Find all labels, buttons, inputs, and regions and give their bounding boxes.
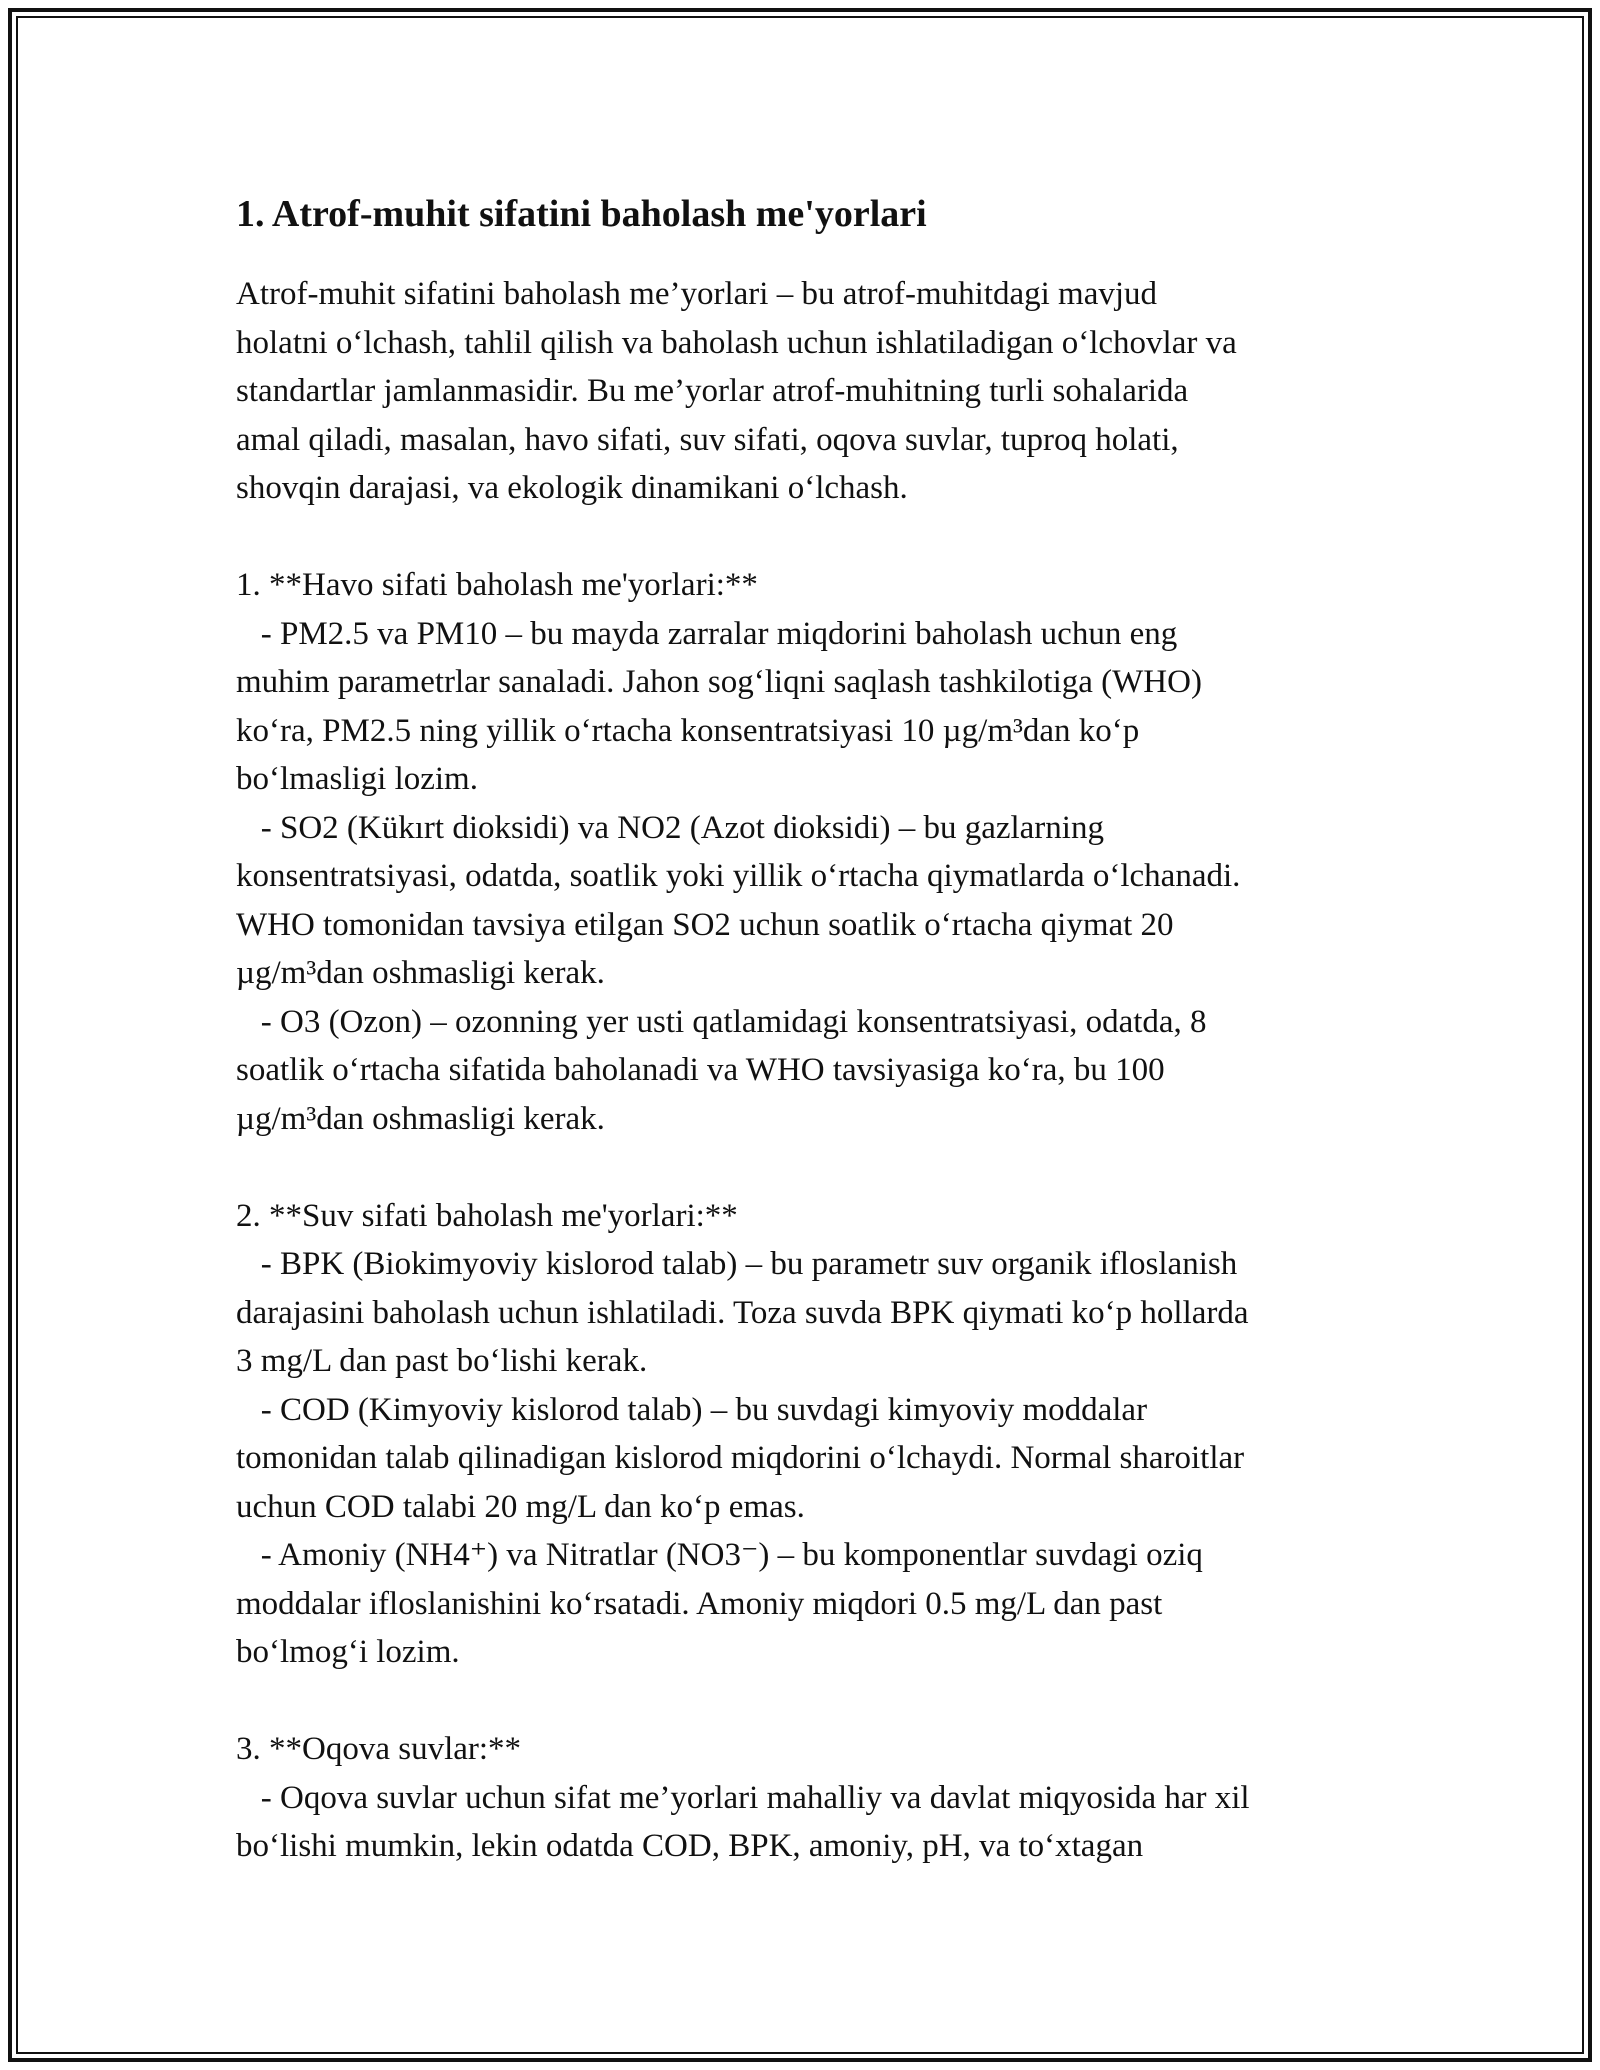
text-line: 3 mg/L dan past bo‘lishi kerak. bbox=[236, 1343, 648, 1379]
text-line: - COD (Kimyoviy kislorod talab) – bu suvdagi kimyoviy moddalar bbox=[236, 1391, 1148, 1428]
section-water-quality bbox=[236, 1192, 1376, 1677]
text-line: shovqin darajasi, va ekologik dinamikani o‘lchash. bbox=[236, 470, 908, 506]
section-wastewater bbox=[236, 1725, 1376, 1871]
text-line: - PM2.5 va PM10 – bu mayda zarralar miqdorini baholash uchun eng bbox=[236, 615, 1178, 652]
text-line: moddalar ifloslanishini ko‘rsatadi. Amoniy miqdori 0.5 mg/L dan past bbox=[236, 1585, 1163, 1622]
paragraph-spacer bbox=[236, 513, 1376, 562]
paragraph-spacer bbox=[236, 1677, 1376, 1726]
text-line: uchun COD talabi 20 mg/L dan ko‘p emas. bbox=[236, 1488, 805, 1525]
text-line: - SO2 (Kükırt dioksidi) va NO2 (Azot dioksidi) – bu gazlarning bbox=[236, 809, 1104, 846]
text-line: tomonidan talab qilinadigan kislorod miqdorini o‘lchaydi. Normal sharoitlar bbox=[236, 1440, 1245, 1476]
text-line: µg/m³dan oshmasligi kerak. bbox=[236, 955, 605, 991]
text-line: - BPK (Biokimyoviy kislorod talab) – bu parametr suv organik ifloslanish bbox=[236, 1246, 1238, 1282]
text-line: amal qiladi, masalan, havo sifati, suv sifati, oqova suvlar, tuproq holati, bbox=[236, 421, 1179, 458]
section-air-quality bbox=[236, 561, 1376, 1143]
text-line: standartlar jamlanmasidir. Bu me’yorlar atrof-muhitning turli sohalarida bbox=[236, 373, 1189, 409]
text-line: µg/m³dan oshmasligi kerak. bbox=[236, 1100, 605, 1137]
section-title: 3. **Oqova suvlar:** bbox=[236, 1731, 522, 1767]
text-line: muhim parametrlar sanaladi. Jahon sog‘liqni saqlash tashkilotiga (WHO) bbox=[236, 664, 1202, 700]
text-line: bo‘lmasligi lozim. bbox=[236, 761, 478, 797]
text-line: holatni o‘lchash, tahlil qilish va baholash uchun ishlatiladigan o‘lchovlar va bbox=[236, 324, 1237, 361]
text-line: bo‘lmog‘i lozim. bbox=[236, 1634, 460, 1670]
text-line: bo‘lishi mumkin, lekin odatda COD, BPK, amoniy, pH, va to‘xtagan bbox=[236, 1828, 1144, 1864]
text-line: - Amoniy (NH4⁺) va Nitratlar (NO3⁻) – bu komponentlar suvdagi oziq bbox=[236, 1537, 1203, 1573]
text-line: konsentratsiyasi, odatda, soatlik yoki yillik o‘rtacha qiymatlarda o‘lchanadi. bbox=[236, 858, 1241, 894]
text-line: WHO tomonidan tavsiya etilgan SO2 uchun soatlik o‘rtacha qiymat 20 bbox=[236, 906, 1174, 943]
text-line: darajasini baholash uchun ishlatiladi. Toza suvda BPK qiymati ko‘p hollarda bbox=[236, 1294, 1249, 1331]
text-line: ko‘ra, PM2.5 ning yillik o‘rtacha konsentratsiyasi 10 µg/m³dan ko‘p bbox=[236, 712, 1140, 749]
paragraph-spacer bbox=[236, 1143, 1376, 1192]
intro-paragraph bbox=[236, 270, 1376, 513]
text-line: - Oqova suvlar uchun sifat me’yorlari mahalliy va davlat miqyosida har xil bbox=[236, 1779, 1250, 1816]
text-line: Atrof-muhit sifatini baholash me’yorlari – bu atrof-muhitdagi mavjud bbox=[236, 276, 1158, 312]
section-title: 2. **Suv sifati baholash me'yorlari:** bbox=[236, 1197, 738, 1234]
section-title: 1. **Havo sifati baholash me'yorlari:** bbox=[236, 567, 758, 603]
text-line: soatlik o‘rtacha sifatida baholanadi va WHO tavsiyasiga ko‘ra, bu 100 bbox=[236, 1052, 1165, 1088]
document-heading: 1. Atrof-muhit sifatini baholash me'yorlari bbox=[236, 193, 927, 235]
document-body bbox=[236, 188, 1376, 1871]
text-line: - O3 (Ozon) – ozonning yer usti qatlamidagi konsentratsiyasi, odatda, 8 bbox=[236, 1003, 1207, 1040]
